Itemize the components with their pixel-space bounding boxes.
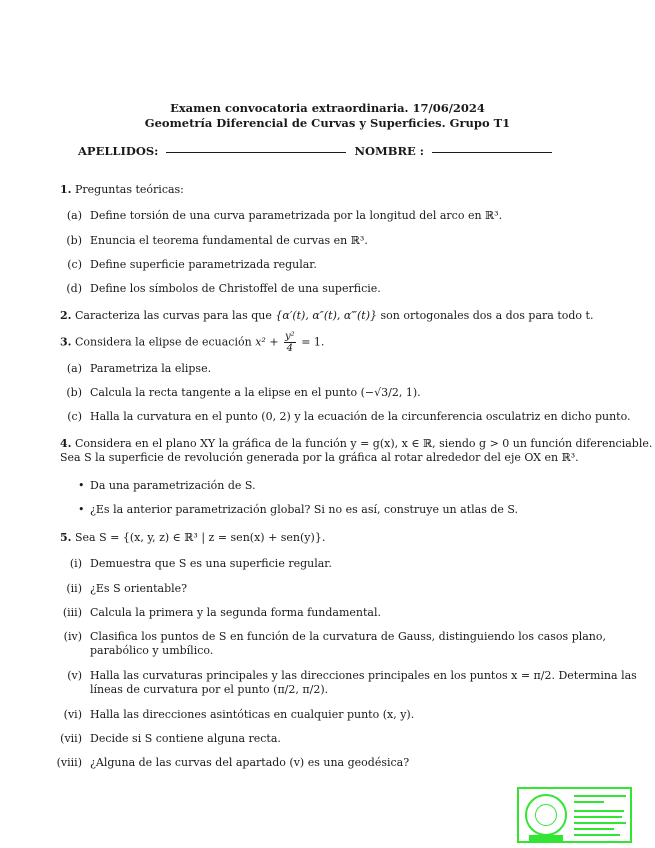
q1-item-c: (c) Define superficie parametrizada regular. [67, 258, 317, 271]
q3-item-a: (a) Parametriza la elipse. [66, 362, 212, 375]
q3-item-b: (b) Calcula la recta tangente a la elipse en el punto (−√3/2, 1). [66, 386, 421, 399]
q5-item-viii: (viii) ¿Alguna de las curvas del apartado (v) es una geodésica? [56, 756, 410, 769]
question-3: 3. Considera la elipse de ecuación x² + $\frac{\text{y²}}{4}$ = 1. [60, 331, 325, 354]
bullet-icon: • [78, 503, 85, 516]
course-title: Geometría Diferencial de Curvas y Superficies. Grupo T1 [144, 116, 511, 130]
question-5: 5. Sea S = {(x, y, z) ∈ ℝ³ | z = sen(x) + sen(y)}. [60, 531, 326, 544]
q5-item-v: (v) Halla las curvaturas principales y las direcciones principales en los puntos x = π/2. Determina las [67, 669, 637, 682]
question-2: 2. Caracteriza las curvas para las que {α′(t), α″(t), α‴(t)} son ortogonales dos a dos para todo t. [60, 309, 594, 322]
q1-item-b: (b) Enuncia el teorema fundamental de curvas en ℝ³. [66, 234, 368, 247]
q5-item-ii: (ii) ¿Es S orientable? [66, 582, 188, 595]
bullet-icon: • [78, 479, 85, 492]
question-number: 1. [60, 183, 72, 196]
q4-bullet-1: • Da una parametrización de S. [78, 479, 256, 492]
student-fields [78, 144, 556, 158]
q1-item-a: (a) Define torsión de una curva parametrizada por la longitud del arco en ℝ³. [66, 209, 503, 222]
university-seal-icon [525, 794, 567, 836]
q5-item-vi: (vi) Halla las direcciones asintóticas en cualquier punto (x, y). [63, 708, 415, 721]
apellidos-line[interactable] [166, 152, 346, 153]
q5-item-v-cont: líneas de curvatura por el punto (π/2, π/2). [90, 683, 329, 696]
stamp-seal-caption [529, 835, 563, 841]
registry-stamp [517, 787, 632, 843]
q5-item-iv-cont: parabólico y umbílico. [90, 644, 214, 657]
q5-item-vii: (vii) Decide si S contiene alguna recta. [60, 732, 281, 745]
q5-item-i: (i) Demuestra que S es una superficie regular. [69, 557, 332, 570]
question-4-line2: Sea S la superficie de revolución generada por la gráfica al rotar alrededor del eje OX en ℝ³. [60, 451, 579, 464]
q1-item-d: (d) Define los símbolos de Christoffel de una superficie. [66, 282, 381, 295]
q3-item-c: (c) Halla la curvatura en el punto (0, 2) y la ecuación de la circunferencia osculatriz en dicho punto. [67, 410, 631, 423]
nombre-label: NOMBRE : [354, 144, 425, 158]
fraction: $\frac{\text{y²}}{4}$ [285, 331, 295, 354]
q5-item-iv: (iv) Clasifica los puntos de S en función de la curvatura de Gauss, distinguiendo los casos plano, [63, 630, 607, 643]
question-4: 4. Considera en el plano XY la gráfica de la función y = g(x), x ∈ ℝ, siendo g > 0 un función diferenciable. [60, 437, 653, 450]
q5-item-iii: (iii) Calcula la primera y la segunda forma fundamental. [62, 606, 381, 619]
nombre-line[interactable] [432, 152, 552, 153]
question-1 [60, 183, 184, 197]
question-text: Preguntas teóricas: [74, 183, 184, 196]
apellidos-label: APELLIDOS: [78, 144, 159, 158]
q4-bullet-2: • ¿Es la anterior parametrización global? Si no es así, construye un atlas de S. [78, 503, 519, 516]
exam-title: Examen convocatoria extraordinaria. 17/06/2024 [170, 101, 485, 115]
